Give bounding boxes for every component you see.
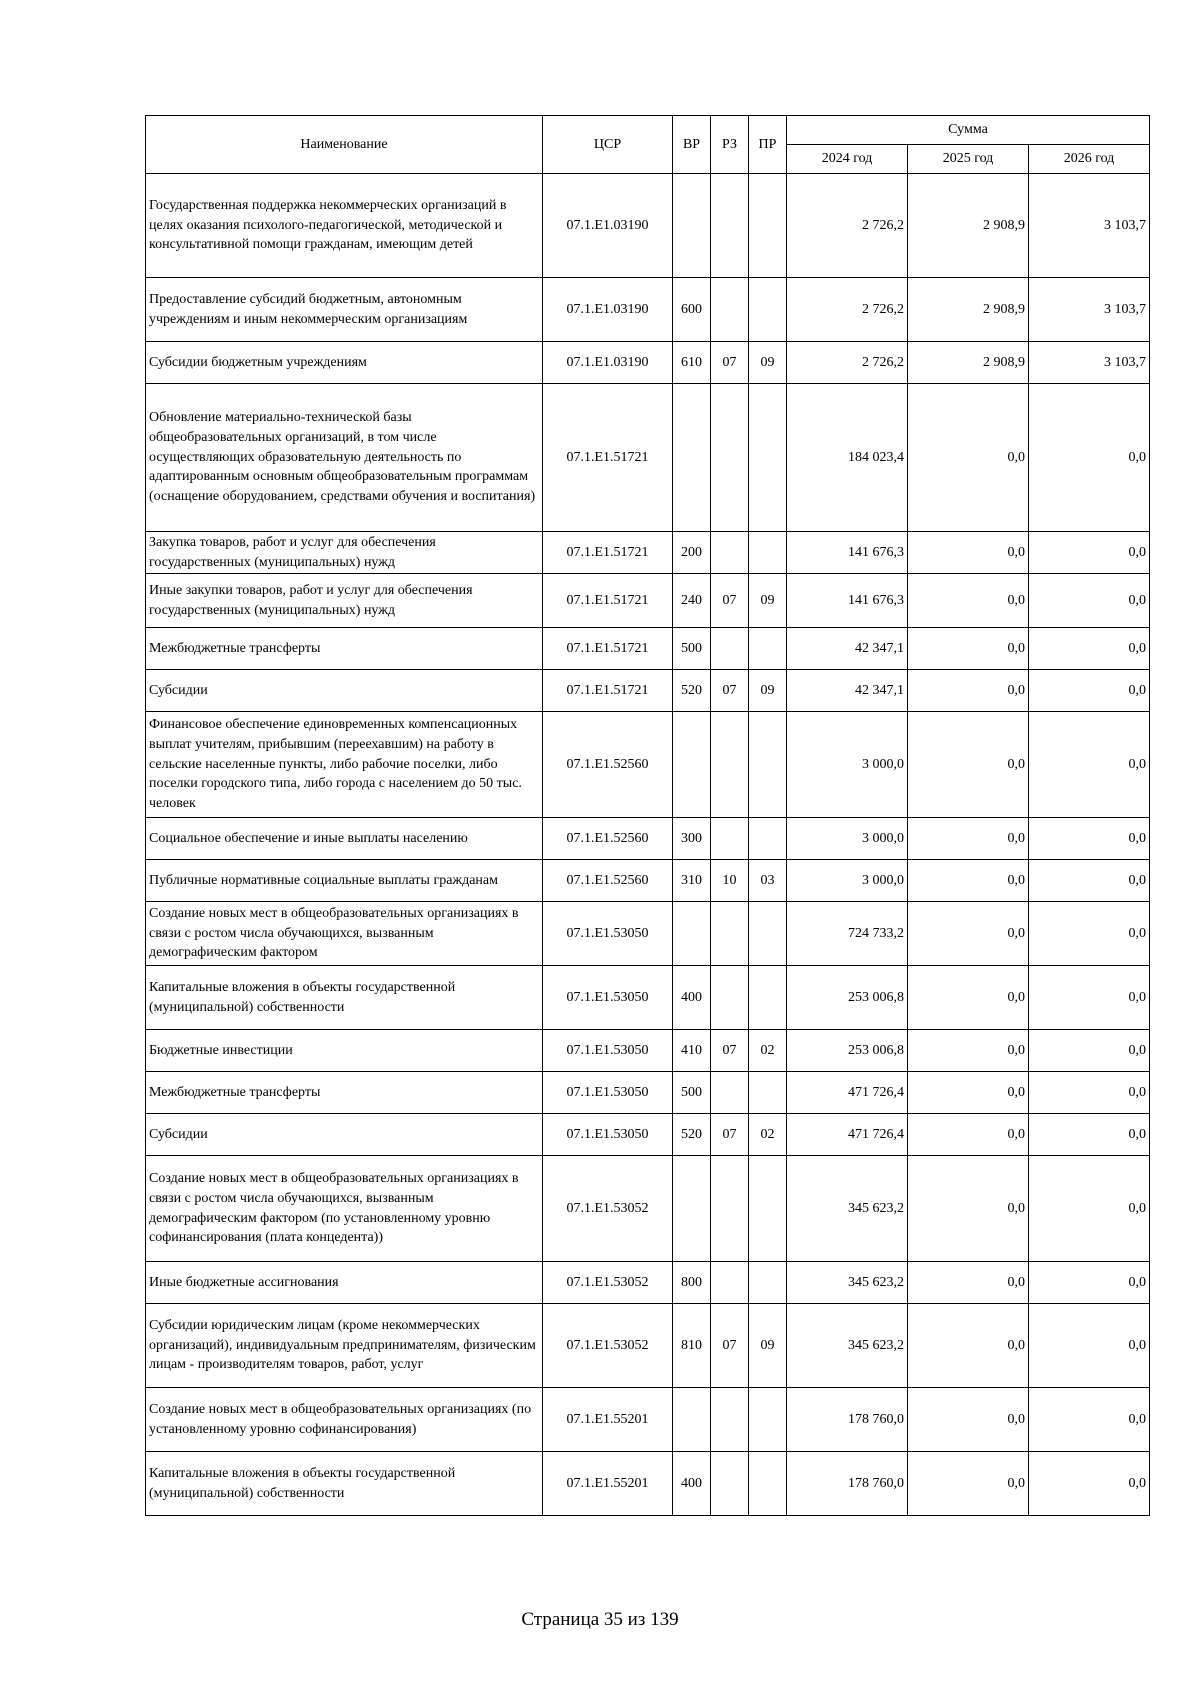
cell-sum-2025: 0,0 xyxy=(908,384,1029,532)
cell-rz: 07 xyxy=(711,1114,749,1156)
cell-sum-2024: 42 347,1 xyxy=(787,628,908,670)
cell-pr xyxy=(749,1388,787,1452)
cell-rz xyxy=(711,902,749,966)
cell-sum-2026: 3 103,7 xyxy=(1029,278,1150,342)
cell-sum-2025: 0,0 xyxy=(908,1262,1029,1304)
table-row xyxy=(146,1156,1150,1262)
cell-sum-2026: 0,0 xyxy=(1029,532,1150,574)
cell-vr xyxy=(673,712,711,818)
cell-sum-2025: 0,0 xyxy=(908,1304,1029,1388)
cell-name: Создание новых мест в общеобразовательных организациях в связи с ростом числа обучающихся, вызванным демографическим фактором xyxy=(146,902,543,966)
cell-sum-2024: 471 726,4 xyxy=(787,1072,908,1114)
cell-pr xyxy=(749,1452,787,1516)
cell-rz xyxy=(711,1156,749,1262)
cell-pr xyxy=(749,818,787,860)
table-row xyxy=(146,902,1150,966)
cell-csr: 07.1.E1.03190 xyxy=(543,174,673,278)
cell-name: Создание новых мест в общеобразовательных организациях в связи с ростом числа обучающихся, вызванным демографическим фактором (по установленному уровню софинансирования (плата концедента)) xyxy=(146,1156,543,1262)
cell-sum-2026: 0,0 xyxy=(1029,902,1150,966)
cell-vr xyxy=(673,384,711,532)
cell-csr: 07.1.E1.53050 xyxy=(543,1072,673,1114)
cell-sum-2026: 0,0 xyxy=(1029,1156,1150,1262)
cell-name: Межбюджетные трансферты xyxy=(146,1072,543,1114)
cell-csr: 07.1.E1.03190 xyxy=(543,278,673,342)
cell-vr xyxy=(673,174,711,278)
cell-sum-2024: 345 623,2 xyxy=(787,1304,908,1388)
cell-sum-2026: 0,0 xyxy=(1029,384,1150,532)
table-row xyxy=(146,1304,1150,1388)
cell-sum-2024: 3 000,0 xyxy=(787,818,908,860)
cell-rz xyxy=(711,966,749,1030)
table-row xyxy=(146,174,1150,278)
cell-sum-2025: 0,0 xyxy=(908,860,1029,902)
cell-name: Государственная поддержка некоммерческих организаций в целях оказания психолого-педагогической, методической и консультативной помощи гражданам, имеющим детей xyxy=(146,174,543,278)
cell-pr xyxy=(749,712,787,818)
cell-sum-2024: 345 623,2 xyxy=(787,1156,908,1262)
cell-rz xyxy=(711,278,749,342)
cell-name: Иные закупки товаров, работ и услуг для обеспечения государственных (муниципальных) нужд xyxy=(146,574,543,628)
cell-sum-2024: 3 000,0 xyxy=(787,712,908,818)
table-row xyxy=(146,1388,1150,1452)
table-row xyxy=(146,712,1150,818)
table-row xyxy=(146,1114,1150,1156)
cell-vr: 800 xyxy=(673,1262,711,1304)
header-pr: ПР xyxy=(749,116,787,174)
cell-name: Субсидии юридическим лицам (кроме некоммерческих организаций), индивидуальным предпринимателям, физическим лицам - производителям товаров, работ, услуг xyxy=(146,1304,543,1388)
cell-rz xyxy=(711,1452,749,1516)
table-row xyxy=(146,966,1150,1030)
cell-sum-2024: 345 623,2 xyxy=(787,1262,908,1304)
cell-vr xyxy=(673,1388,711,1452)
cell-csr: 07.1.E1.52560 xyxy=(543,712,673,818)
cell-name: Закупка товаров, работ и услуг для обеспечения государственных (муниципальных) нужд xyxy=(146,532,543,574)
cell-sum-2025: 0,0 xyxy=(908,966,1029,1030)
cell-pr xyxy=(749,966,787,1030)
cell-sum-2026: 0,0 xyxy=(1029,966,1150,1030)
cell-sum-2024: 141 676,3 xyxy=(787,574,908,628)
cell-rz xyxy=(711,384,749,532)
cell-pr xyxy=(749,902,787,966)
cell-sum-2025: 0,0 xyxy=(908,670,1029,712)
cell-csr: 07.1.E1.53052 xyxy=(543,1156,673,1262)
cell-sum-2026: 0,0 xyxy=(1029,574,1150,628)
cell-sum-2024: 253 006,8 xyxy=(787,1030,908,1072)
cell-vr: 810 xyxy=(673,1304,711,1388)
cell-sum-2025: 0,0 xyxy=(908,1452,1029,1516)
cell-vr: 400 xyxy=(673,966,711,1030)
cell-sum-2026: 0,0 xyxy=(1029,1030,1150,1072)
budget-table xyxy=(145,115,1150,1516)
cell-csr: 07.1.E1.55201 xyxy=(543,1452,673,1516)
cell-name: Субсидии бюджетным учреждениям xyxy=(146,342,543,384)
table-row xyxy=(146,532,1150,574)
cell-vr: 520 xyxy=(673,670,711,712)
cell-pr xyxy=(749,384,787,532)
cell-sum-2026: 0,0 xyxy=(1029,860,1150,902)
cell-pr: 02 xyxy=(749,1030,787,1072)
cell-csr: 07.1.E1.55201 xyxy=(543,1388,673,1452)
cell-rz xyxy=(711,1072,749,1114)
cell-sum-2024: 724 733,2 xyxy=(787,902,908,966)
cell-pr: 03 xyxy=(749,860,787,902)
cell-rz xyxy=(711,712,749,818)
cell-pr xyxy=(749,628,787,670)
cell-pr: 09 xyxy=(749,574,787,628)
cell-csr: 07.1.E1.53050 xyxy=(543,1030,673,1072)
cell-name: Финансовое обеспечение единовременных компенсационных выплат учителям, прибывшим (переехавшим) на работу в сельские населенные пункты, либо рабочие поселки, либо поселки городского типа, либо города с населением до 50 тыс. человек xyxy=(146,712,543,818)
cell-sum-2025: 0,0 xyxy=(908,1072,1029,1114)
cell-sum-2024: 184 023,4 xyxy=(787,384,908,532)
cell-name: Субсидии xyxy=(146,670,543,712)
cell-vr: 410 xyxy=(673,1030,711,1072)
cell-pr xyxy=(749,532,787,574)
cell-vr: 520 xyxy=(673,1114,711,1156)
cell-rz xyxy=(711,532,749,574)
cell-rz: 07 xyxy=(711,574,749,628)
cell-sum-2025: 0,0 xyxy=(908,818,1029,860)
cell-csr: 07.1.E1.53050 xyxy=(543,902,673,966)
cell-rz xyxy=(711,628,749,670)
cell-vr: 300 xyxy=(673,818,711,860)
cell-vr xyxy=(673,1156,711,1262)
cell-vr: 400 xyxy=(673,1452,711,1516)
cell-sum-2026: 0,0 xyxy=(1029,1304,1150,1388)
cell-name: Социальное обеспечение и иные выплаты населению xyxy=(146,818,543,860)
cell-rz xyxy=(711,174,749,278)
cell-sum-2024: 471 726,4 xyxy=(787,1114,908,1156)
cell-sum-2025: 0,0 xyxy=(908,1114,1029,1156)
cell-sum-2024: 2 726,2 xyxy=(787,342,908,384)
cell-vr: 310 xyxy=(673,860,711,902)
header-name: Наименование xyxy=(146,116,543,174)
cell-name: Бюджетные инвестиции xyxy=(146,1030,543,1072)
cell-vr: 500 xyxy=(673,628,711,670)
cell-csr: 07.1.E1.51721 xyxy=(543,574,673,628)
cell-sum-2026: 0,0 xyxy=(1029,628,1150,670)
table-row xyxy=(146,670,1150,712)
cell-pr: 09 xyxy=(749,670,787,712)
table-header xyxy=(146,116,1150,174)
cell-sum-2026: 0,0 xyxy=(1029,670,1150,712)
cell-vr: 600 xyxy=(673,278,711,342)
cell-sum-2025: 0,0 xyxy=(908,532,1029,574)
cell-name: Капитальные вложения в объекты государственной (муниципальной) собственности xyxy=(146,1452,543,1516)
cell-rz xyxy=(711,1262,749,1304)
cell-rz: 07 xyxy=(711,342,749,384)
cell-sum-2025: 2 908,9 xyxy=(908,174,1029,278)
cell-sum-2025: 2 908,9 xyxy=(908,278,1029,342)
cell-rz: 07 xyxy=(711,670,749,712)
cell-sum-2024: 42 347,1 xyxy=(787,670,908,712)
cell-vr: 240 xyxy=(673,574,711,628)
cell-name: Субсидии xyxy=(146,1114,543,1156)
cell-rz xyxy=(711,818,749,860)
cell-sum-2025: 0,0 xyxy=(908,1030,1029,1072)
cell-sum-2026: 0,0 xyxy=(1029,1262,1150,1304)
cell-csr: 07.1.E1.51721 xyxy=(543,628,673,670)
cell-sum-2025: 0,0 xyxy=(908,628,1029,670)
cell-sum-2024: 2 726,2 xyxy=(787,278,908,342)
header-sum: Сумма xyxy=(787,116,1150,145)
table-row xyxy=(146,574,1150,628)
cell-sum-2025: 0,0 xyxy=(908,712,1029,818)
cell-vr: 610 xyxy=(673,342,711,384)
cell-sum-2026: 0,0 xyxy=(1029,1452,1150,1516)
cell-sum-2024: 253 006,8 xyxy=(787,966,908,1030)
header-year-2024: 2024 год xyxy=(787,145,908,174)
table-row xyxy=(146,860,1150,902)
table-row xyxy=(146,818,1150,860)
cell-csr: 07.1.E1.52560 xyxy=(543,860,673,902)
cell-sum-2024: 178 760,0 xyxy=(787,1388,908,1452)
cell-name: Обновление материально-технической базы общеобразовательных организаций, в том числе осуществляющих образовательную деятельность по адаптированным основным общеобразовательным программам (оснащение оборудованием, средствами обучения и воспитания) xyxy=(146,384,543,532)
table-row xyxy=(146,278,1150,342)
cell-sum-2026: 3 103,7 xyxy=(1029,174,1150,278)
cell-sum-2025: 0,0 xyxy=(908,902,1029,966)
cell-csr: 07.1.E1.51721 xyxy=(543,532,673,574)
cell-sum-2025: 0,0 xyxy=(908,1156,1029,1262)
cell-rz xyxy=(711,1388,749,1452)
cell-pr xyxy=(749,1156,787,1262)
cell-csr: 07.1.E1.51721 xyxy=(543,384,673,532)
cell-name: Публичные нормативные социальные выплаты гражданам xyxy=(146,860,543,902)
cell-sum-2024: 3 000,0 xyxy=(787,860,908,902)
cell-pr xyxy=(749,1262,787,1304)
cell-pr xyxy=(749,1072,787,1114)
cell-csr: 07.1.E1.53050 xyxy=(543,966,673,1030)
table-row xyxy=(146,384,1150,532)
cell-pr xyxy=(749,174,787,278)
table-row xyxy=(146,1262,1150,1304)
page-number: Страница 35 из 139 xyxy=(521,1609,679,1630)
cell-sum-2025: 0,0 xyxy=(908,574,1029,628)
cell-rz: 10 xyxy=(711,860,749,902)
cell-sum-2026: 0,0 xyxy=(1029,818,1150,860)
cell-sum-2024: 2 726,2 xyxy=(787,174,908,278)
cell-pr xyxy=(749,278,787,342)
cell-sum-2026: 3 103,7 xyxy=(1029,342,1150,384)
header-csr: ЦСР xyxy=(543,116,673,174)
cell-sum-2026: 0,0 xyxy=(1029,1072,1150,1114)
cell-sum-2026: 0,0 xyxy=(1029,1388,1150,1452)
table-row xyxy=(146,1452,1150,1516)
cell-sum-2024: 141 676,3 xyxy=(787,532,908,574)
cell-csr: 07.1.E1.53052 xyxy=(543,1304,673,1388)
cell-pr: 09 xyxy=(749,1304,787,1388)
cell-sum-2025: 0,0 xyxy=(908,1388,1029,1452)
header-rz: РЗ xyxy=(711,116,749,174)
cell-rz: 07 xyxy=(711,1304,749,1388)
header-year-2025: 2025 год xyxy=(908,145,1029,174)
cell-vr: 500 xyxy=(673,1072,711,1114)
cell-csr: 07.1.E1.03190 xyxy=(543,342,673,384)
cell-sum-2026: 0,0 xyxy=(1029,712,1150,818)
table-row xyxy=(146,1072,1150,1114)
cell-vr: 200 xyxy=(673,532,711,574)
cell-name: Межбюджетные трансферты xyxy=(146,628,543,670)
header-vr: ВР xyxy=(673,116,711,174)
cell-rz: 07 xyxy=(711,1030,749,1072)
table-body xyxy=(146,174,1150,1516)
cell-csr: 07.1.E1.53050 xyxy=(543,1114,673,1156)
cell-csr: 07.1.E1.52560 xyxy=(543,818,673,860)
cell-name: Капитальные вложения в объекты государственной (муниципальной) собственности xyxy=(146,966,543,1030)
cell-vr xyxy=(673,902,711,966)
cell-name: Создание новых мест в общеобразовательных организациях (по установленному уровню софинансирования) xyxy=(146,1388,543,1452)
header-year-2026: 2026 год xyxy=(1029,145,1150,174)
cell-pr: 09 xyxy=(749,342,787,384)
cell-sum-2025: 2 908,9 xyxy=(908,342,1029,384)
cell-sum-2024: 178 760,0 xyxy=(787,1452,908,1516)
cell-name: Иные бюджетные ассигнования xyxy=(146,1262,543,1304)
cell-name: Предоставление субсидий бюджетным, автономным учреждениям и иным некоммерческим организациям xyxy=(146,278,543,342)
table-row xyxy=(146,1030,1150,1072)
cell-pr: 02 xyxy=(749,1114,787,1156)
table-row xyxy=(146,342,1150,384)
cell-csr: 07.1.E1.53052 xyxy=(543,1262,673,1304)
table-row xyxy=(146,628,1150,670)
cell-csr: 07.1.E1.51721 xyxy=(543,670,673,712)
cell-sum-2026: 0,0 xyxy=(1029,1114,1150,1156)
